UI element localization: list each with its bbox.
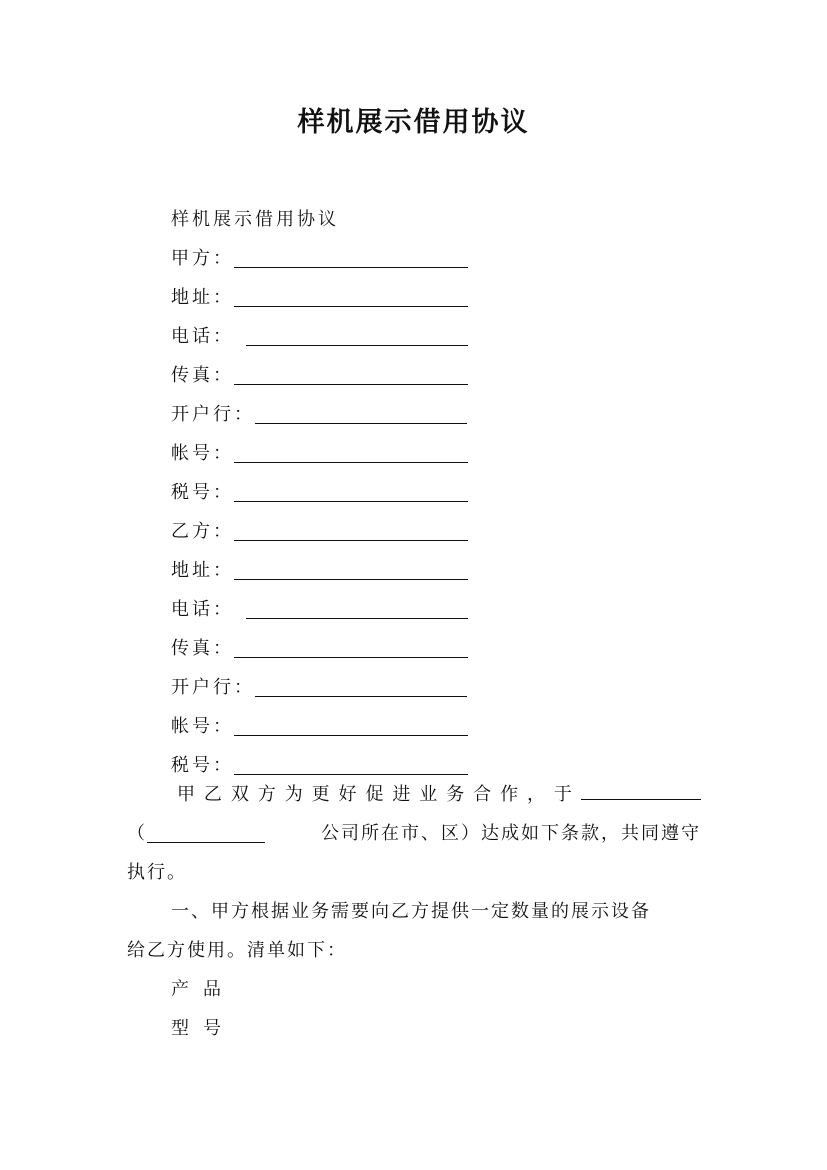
location-blank[interactable] <box>147 818 265 843</box>
intro-char: 业 <box>419 784 440 805</box>
equipment-spec-list <box>171 970 235 1048</box>
field-blank[interactable] <box>234 754 468 775</box>
subtitle-line <box>171 196 468 235</box>
field-blank[interactable] <box>246 325 468 346</box>
intro-char: 务 <box>446 784 467 805</box>
fields-container <box>171 235 468 781</box>
field-label: 传真： <box>171 638 234 659</box>
field-line <box>171 274 468 313</box>
party-info-fields <box>171 196 468 781</box>
field-line <box>171 664 468 703</box>
document-title: 样机展示借用协议 <box>297 107 530 138</box>
intro-char: 作 <box>500 784 521 805</box>
intro-char: 更 <box>311 784 332 805</box>
field-blank[interactable] <box>234 520 468 541</box>
field-line <box>171 313 468 352</box>
intro-char: 双 <box>230 784 251 805</box>
intro-char: ， <box>526 784 547 805</box>
field-label: 乙方： <box>171 521 234 542</box>
field-line <box>171 235 468 274</box>
field-label: 电话： <box>171 326 234 347</box>
field-label: 开户行： <box>171 677 255 698</box>
field-label: 开户行： <box>171 404 255 425</box>
intro-line-2-start: （ <box>127 814 265 853</box>
field-line <box>171 586 468 625</box>
intro-char: 进 <box>392 784 413 805</box>
intro-char: 于 <box>553 784 574 805</box>
field-label: 地址： <box>171 287 234 308</box>
intro-line-2-text: 公司所在市、区）达成如下条款，共同遵守 <box>321 823 701 844</box>
field-line <box>171 625 468 664</box>
field-blank[interactable] <box>234 286 468 307</box>
field-line <box>171 430 468 469</box>
intro-line-1 <box>127 775 701 814</box>
field-blank[interactable] <box>255 403 467 424</box>
intro-char: 为 <box>284 784 305 805</box>
field-line <box>171 703 468 742</box>
field-blank[interactable] <box>234 637 468 658</box>
intro-char: 乙 <box>203 784 224 805</box>
field-label: 传真： <box>171 365 234 386</box>
paragraph-clause-1 <box>127 892 701 970</box>
intro-char: 甲 <box>177 784 197 805</box>
document-subtitle: 样机展示借用协议 <box>171 209 339 230</box>
intro-char: 促 <box>365 784 386 805</box>
clause-1-line-2: 给乙方使用。清单如下： <box>127 940 347 961</box>
field-blank[interactable] <box>234 559 468 580</box>
field-line <box>171 508 468 547</box>
field-blank[interactable] <box>234 364 468 385</box>
field-blank[interactable] <box>234 442 468 463</box>
intro-char: 好 <box>338 784 359 805</box>
field-label: 帐号： <box>171 443 234 464</box>
field-blank[interactable] <box>234 715 468 736</box>
field-line <box>171 391 468 430</box>
field-blank[interactable] <box>246 598 468 619</box>
field-blank[interactable] <box>234 247 468 268</box>
field-blank[interactable] <box>234 481 468 502</box>
field-label: 税号： <box>171 755 234 776</box>
field-label: 帐号： <box>171 716 234 737</box>
field-label: 税号： <box>171 482 234 503</box>
intro-char: 方 <box>257 784 278 805</box>
spec-model-label: 型号 <box>171 1018 235 1039</box>
intro-line-2 <box>127 814 701 853</box>
spec-product-label: 产品 <box>171 979 235 1000</box>
field-line <box>171 469 468 508</box>
field-label: 电话： <box>171 599 234 620</box>
paragraph-agreement-intro <box>127 775 701 892</box>
field-label: 甲方： <box>171 248 234 269</box>
field-blank[interactable] <box>255 676 467 697</box>
clause-1-line-1: 一、甲方根据业务需要向乙方提供一定数量的展示设备 <box>171 901 651 922</box>
intro-char: 合 <box>473 784 494 805</box>
intro-line-3: 执行。 <box>127 862 187 883</box>
date-blank[interactable] <box>581 775 701 800</box>
field-line <box>171 547 468 586</box>
field-line <box>171 352 468 391</box>
field-label: 地址： <box>171 560 234 581</box>
